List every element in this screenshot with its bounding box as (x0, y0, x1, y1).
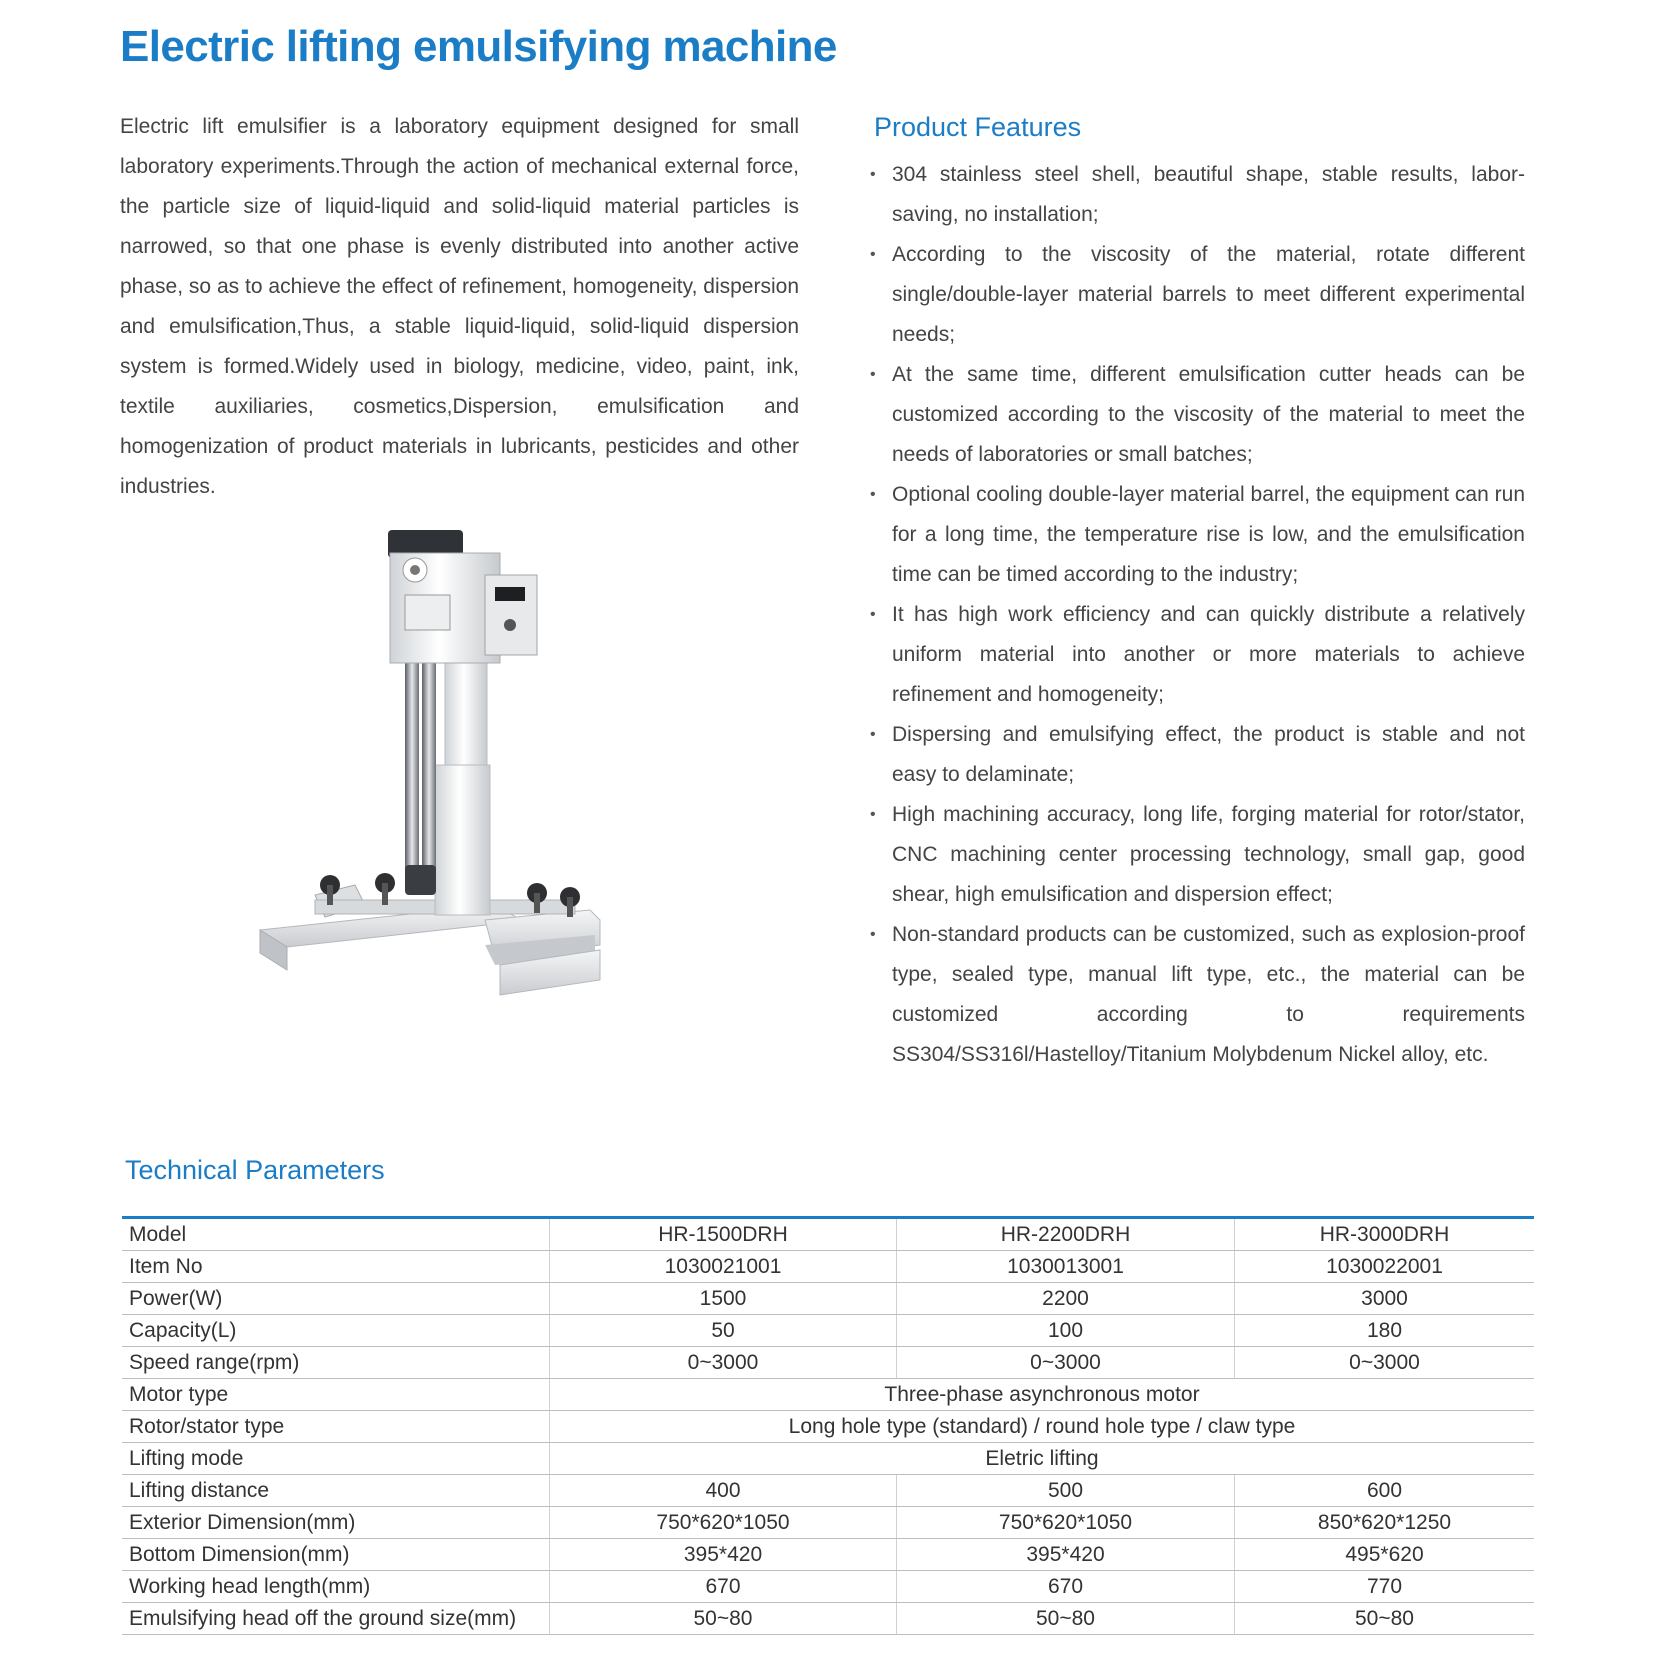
bullet-icon: • (870, 486, 876, 503)
table-row (122, 1571, 1534, 1603)
feature-item (870, 915, 1525, 1075)
bullet-icon: • (870, 166, 876, 183)
feature-item (870, 235, 1525, 355)
row-label: Rotor/stator type (122, 1411, 550, 1443)
feature-item (870, 355, 1525, 475)
row-label: Bottom Dimension(mm) (122, 1539, 550, 1571)
table-cell: 50~80 (550, 1603, 897, 1635)
table-row (122, 1411, 1534, 1443)
table-cell: 180 (1235, 1315, 1535, 1347)
bullet-icon: • (870, 246, 876, 263)
row-label: Lifting mode (122, 1443, 550, 1475)
table-cell: 0~3000 (897, 1347, 1235, 1379)
table-cell: 50~80 (897, 1603, 1235, 1635)
table-cell-merged: Long hole type (standard) / round hole type / claw type (550, 1411, 1535, 1443)
table-cell: 670 (897, 1571, 1235, 1603)
table-row (122, 1539, 1534, 1571)
table-row (122, 1379, 1534, 1411)
bullet-icon: • (870, 806, 876, 823)
table-cell: HR-1500DRH (550, 1218, 897, 1251)
table-cell: 3000 (1235, 1283, 1535, 1315)
technical-parameters-heading: Technical Parameters (125, 1155, 385, 1185)
row-label: Power(W) (122, 1283, 550, 1315)
bullet-icon: • (870, 606, 876, 623)
table-cell: 750*620*1050 (550, 1507, 897, 1539)
feature-item (870, 475, 1525, 595)
row-label: Item No (122, 1251, 550, 1283)
table-cell: 1030021001 (550, 1251, 897, 1283)
feature-item (870, 715, 1525, 795)
table-cell: HR-2200DRH (897, 1218, 1235, 1251)
table-cell: 1030013001 (897, 1251, 1235, 1283)
table-cell: 395*420 (897, 1539, 1235, 1571)
table-row (122, 1347, 1534, 1379)
bullet-icon: • (870, 366, 876, 383)
table-row (122, 1315, 1534, 1347)
feature-item (870, 795, 1525, 915)
table-cell: 850*620*1250 (1235, 1507, 1535, 1539)
feature-text: High machining accuracy, long life, forging material for rotor/stator, CNC machining center processing technology, small gap, good shear, high emulsification and dispersion effect; (892, 803, 1525, 906)
features-list (870, 155, 1525, 1075)
table-row (122, 1251, 1534, 1283)
features-heading: Product Features (874, 112, 1082, 142)
table-cell: 395*420 (550, 1539, 897, 1571)
feature-text: Optional cooling double-layer material barrel, the equipment can run for a long time, the temperature rise is low, and the emulsification time can be timed according to the industry; (892, 483, 1525, 586)
table-cell: 0~3000 (550, 1347, 897, 1379)
row-label: Speed range(rpm) (122, 1347, 550, 1379)
row-label: Motor type (122, 1379, 550, 1411)
product-features (870, 112, 1525, 1075)
bullet-icon: • (870, 926, 876, 943)
table-cell: 100 (897, 1315, 1235, 1347)
table-cell-merged: Eletric lifting (550, 1443, 1535, 1475)
row-label: Lifting distance (122, 1475, 550, 1507)
table-cell: 50~80 (1235, 1603, 1535, 1635)
row-label: Emulsifying head off the ground size(mm) (122, 1603, 550, 1635)
bullet-icon: • (870, 726, 876, 743)
table-row (122, 1218, 1534, 1251)
page-title: Electric lifting emulsifying machine (120, 22, 837, 71)
table-row (122, 1283, 1534, 1315)
row-label: Working head length(mm) (122, 1571, 550, 1603)
row-label: Model (122, 1218, 550, 1251)
table-cell: 2200 (897, 1283, 1235, 1315)
row-label: Exterior Dimension(mm) (122, 1507, 550, 1539)
table-cell: 400 (550, 1475, 897, 1507)
table-cell: 750*620*1050 (897, 1507, 1235, 1539)
table-cell: 670 (550, 1571, 897, 1603)
feature-item (870, 155, 1525, 235)
feature-text: Non-standard products can be customized, such as explosion-proof type, sealed type, manual lift type, etc., the material can be customized according to requirements SS304/SS316l/Hastelloy/Titanium Molybdenum Nickel alloy, etc. (892, 923, 1525, 1066)
emulsifier-machine-image (255, 525, 640, 1115)
table-cell: 500 (897, 1475, 1235, 1507)
intro-paragraph: Electric lift emulsifier is a laboratory equipment designed for small laboratory experiments.Through the action of mechanical external force, the particle size of liquid-liquid and solid-liquid material particles is narrowed, so that one phase is evenly distributed into another active phase, so as to achieve the effect of refinement, homogeneity, dispersion and emulsification,Thus, a stable liquid-liquid, solid-liquid dispersion system is formed.Widely used in biology, medicine, video, paint, ink, textile auxiliaries, cosmetics,Dispersion, emulsification and homogenization of product materials in lubricants, pesticides and other industries. (120, 115, 799, 498)
table-cell-merged: Three-phase asynchronous motor (550, 1379, 1535, 1411)
table-row (122, 1507, 1534, 1539)
technical-parameters-table (122, 1216, 1534, 1635)
table-cell: 770 (1235, 1571, 1535, 1603)
table-row (122, 1475, 1534, 1507)
feature-item (870, 595, 1525, 715)
feature-text: 304 stainless steel shell, beautiful shape, stable results, labor-saving, no installation; (892, 163, 1525, 226)
feature-text: According to the viscosity of the material, rotate different single/double-layer material barrels to meet different experimental needs; (892, 243, 1525, 346)
table-row (122, 1443, 1534, 1475)
feature-text: Dispersing and emulsifying effect, the product is stable and not easy to delaminate; (892, 723, 1525, 786)
table-cell: 1030022001 (1235, 1251, 1535, 1283)
table-cell: 50 (550, 1315, 897, 1347)
row-label: Capacity(L) (122, 1315, 550, 1347)
feature-text: At the same time, different emulsification cutter heads can be customized according to the viscosity of the material to meet the needs of laboratories or small batches; (892, 363, 1525, 466)
table-row (122, 1603, 1534, 1635)
table-cell: 0~3000 (1235, 1347, 1535, 1379)
table-cell: 495*620 (1235, 1539, 1535, 1571)
table-cell: HR-3000DRH (1235, 1218, 1535, 1251)
table-cell: 600 (1235, 1475, 1535, 1507)
table-cell: 1500 (550, 1283, 897, 1315)
feature-text: It has high work efficiency and can quickly distribute a relatively uniform material into another or more materials to achieve refinement and homogeneity; (892, 603, 1525, 706)
